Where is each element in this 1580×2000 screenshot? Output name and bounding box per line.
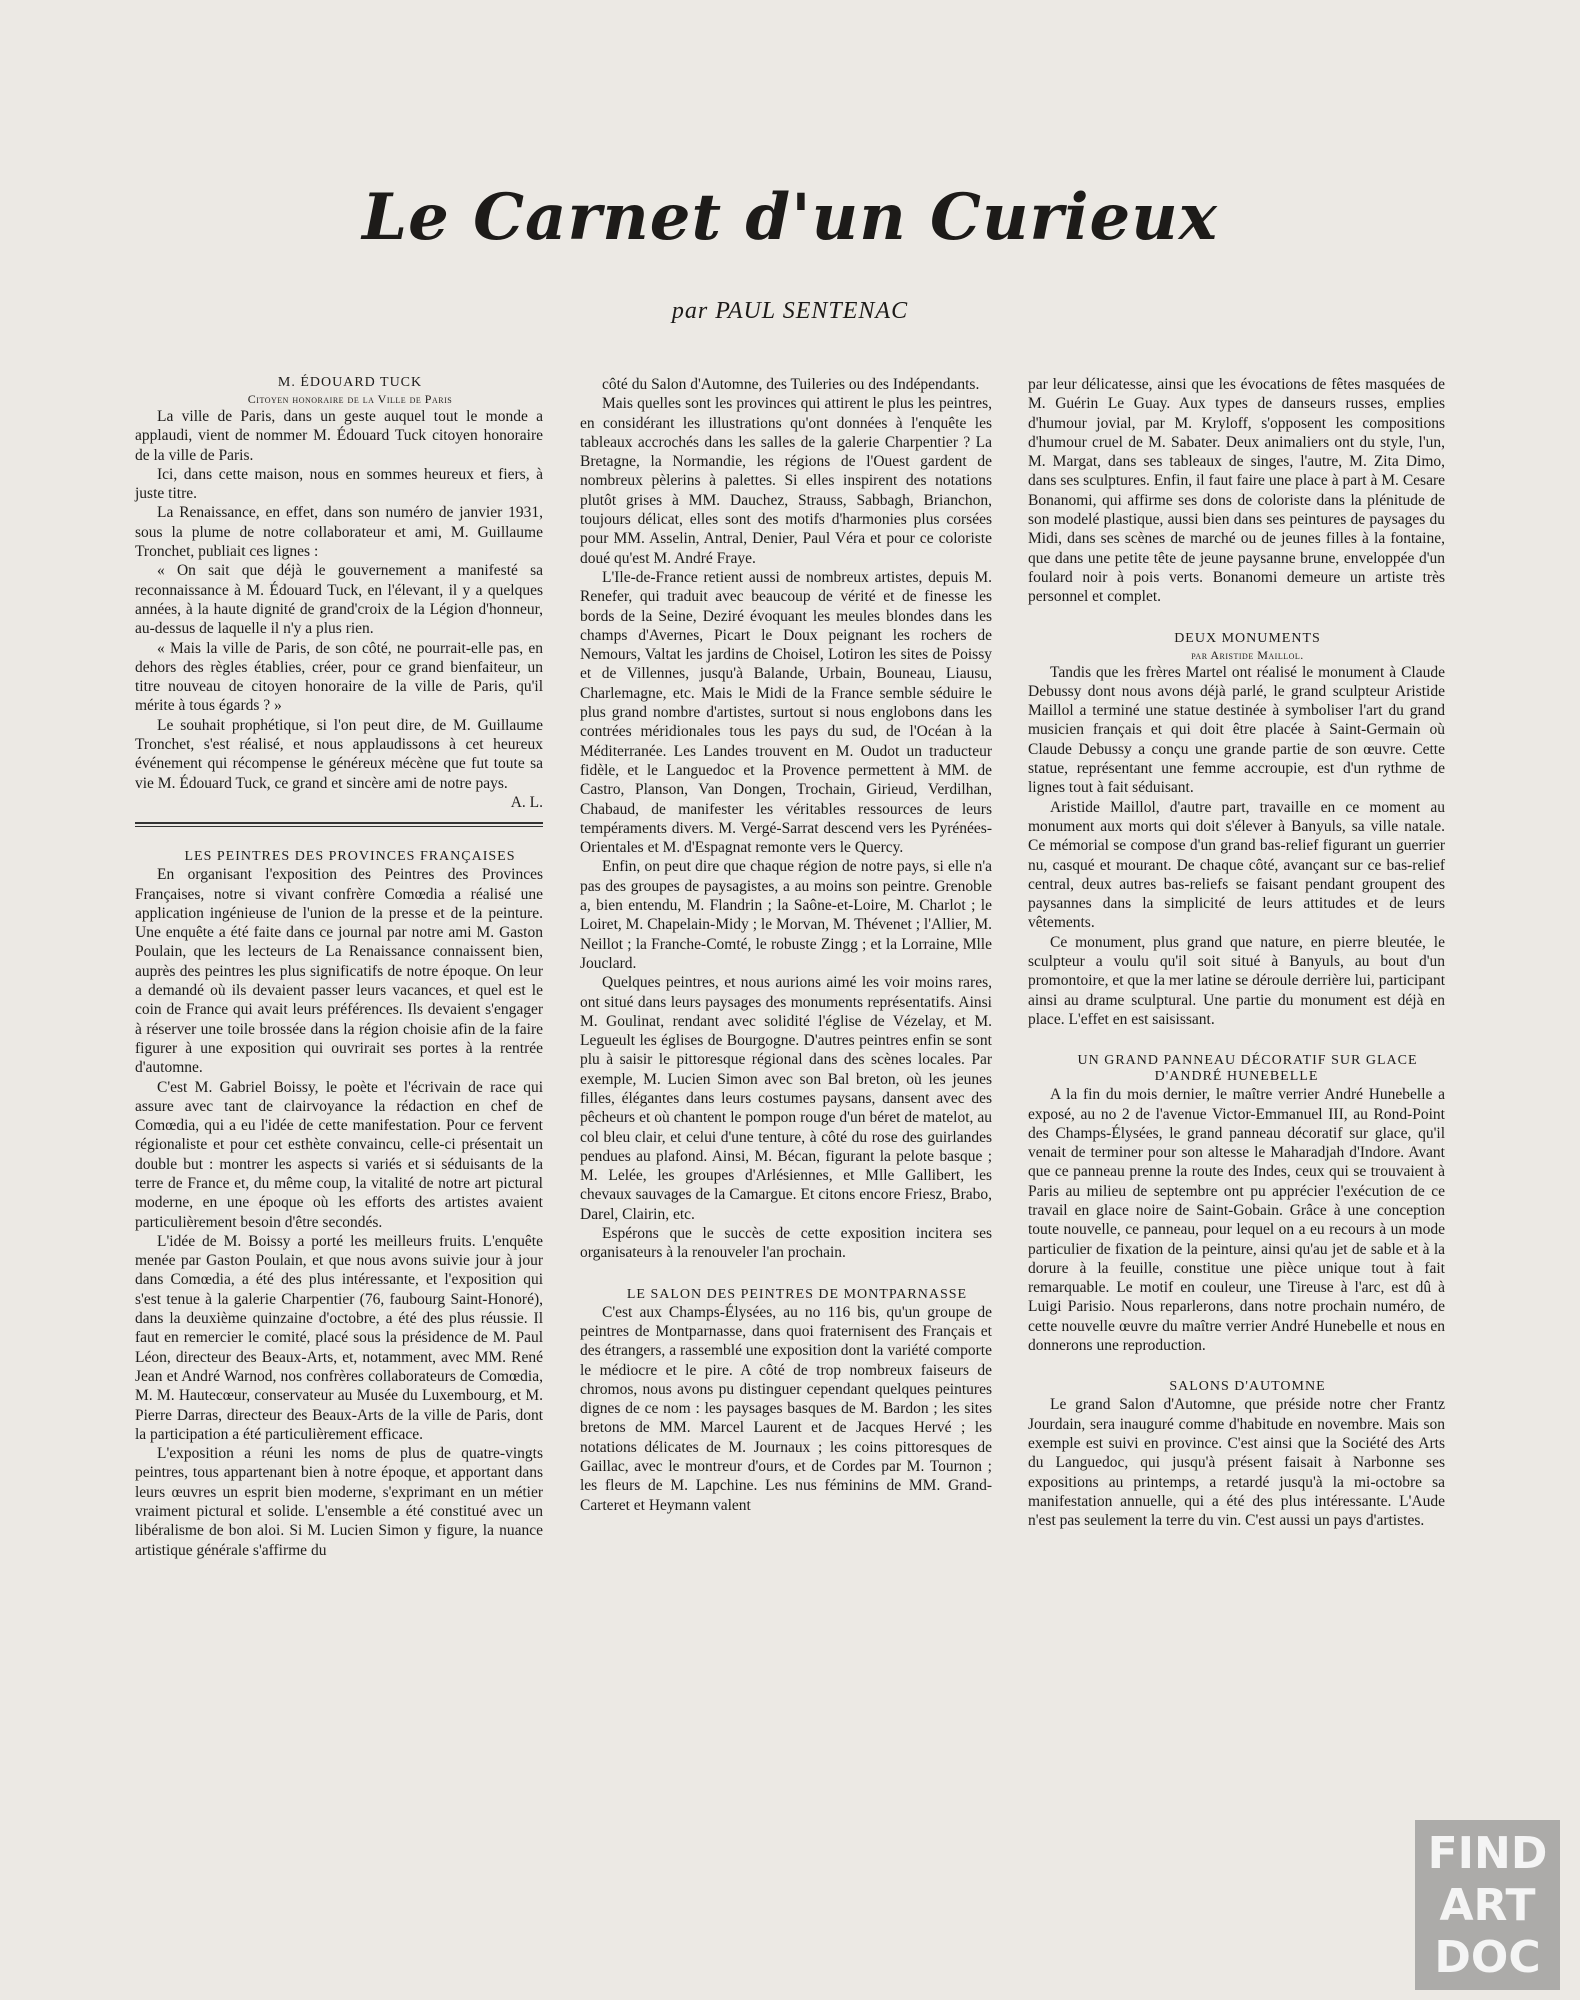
column-2 [580, 375, 992, 1515]
section-subheading-tuck: Citoyen honoraire de la Ville de Paris [247, 392, 453, 406]
column-1 [135, 375, 543, 1560]
paragraph: Ici, dans cette maison, nous en sommes heureux et fiers, à juste titre. [135, 465, 543, 503]
section-body-maillol [1028, 663, 1445, 1030]
paragraph: Le grand Salon d'Automne, que préside notre cher Frantz Jourdain, sera inauguré comme d'habitude en novembre. Mais son exemple est suivi en province. C'est ainsi que la Société des Arts du Languedoc, qui jusqu'à présent faisait à Narbonne ses expositions au printemps, a retardé jusqu'à la mi-octobre sa manifestation annuelle, qui a été des plus intéressante. L'Aude n'est pas seulement la terre du vin. C'est aussi un pays d'artistes. [1028, 1396, 1445, 1530]
paragraph: Quelques peintres, et nous aurions aimé les voir moins rares, ont situé dans leurs paysages des monuments représentatifs. Ainsi M. Goulinat, rendant avec solidité l'église de Vézelay, et M. Legueult les églises de Bourgogne. D'autres peintres enfin se sont plu à saisir le pittoresque régional dans des scènes locales. Par exemple, M. Lucien Simon avec son Bal breton, où les jeunes filles, élégantes dans leurs costumes paysans, dansent avec des pêcheurs et où chantent le pompon rouge d'un béret de matelot, au col bleu clair, et celui d'une tenture, à côté du rose des guirlandes pendues au plafond. Ainsi, M. Bécan, figurant la pelote basque ; M. Lelée, les groupes d'Arlésiennes, et Mlle Gallibert, les chevaux sauvages de la Camargue. Et citons encore Friesz, Brabo, Darel, Clairin, etc. [580, 974, 992, 1223]
paragraph: Espérons que le succès de cette exposition incitera ses organisateurs à la renouveler l'an prochain. [580, 1225, 992, 1262]
paragraph: Aristide Maillol, d'autre part, travaille en ce moment au monument aux morts qui doit s'élever à Banyuls, sa ville natale. Ce mémorial se compose d'un grand bas-relief figurant un guerrier nu, casqué et mourant. De chaque côté, avançant sur ce bas-relief central, deux autres bas-reliefs se faisant pendant groupent des paysannes dans la simplicité de leurs attitudes et de leurs vêtements. [1028, 798, 1445, 932]
section-heading-tuck: M. ÉDOUARD TUCK Citoyen honoraire de la Ville de Paris [135, 375, 543, 407]
paragraph: La Renaissance, en effet, dans son numéro de janvier 1931, sous la plume de notre collaborateur et ami, M. Guillaume Tronchet, publiait ces lignes : [135, 504, 543, 561]
section-body-automne [1028, 1395, 1445, 1530]
paragraph: C'est M. Gabriel Boissy, le poète et l'écrivain de race qui assure avec tant de clairvoyance la rédaction en chef de Comœdia, qui a eu l'idée de cette manifestation. Pour ce fervent régionaliste et pour cet esthète convaincu, celle-ci présentait un double but : montrer les aspects si variés et si séduisants de la terre de France et, du même coup, la vitalité de notre art pictural moderne, en une époque où les efforts des artistes avaient particulièrement besoin d'être secondés. [135, 1078, 543, 1231]
paragraph: L'idée de M. Boissy a porté les meilleurs fruits. L'enquête menée par Gaston Poulain, et que nous avons suivie jour à jour dans Comœdia, a été des plus intéressante, et l'exposition qui s'est tenue à la galerie Charpentier (76, faubourg Saint-Honoré), dans la deuxième quinzaine d'octobre, a été des plus réussie. Il faut en remercier le comité, placé sous la présidence de M. Paul Léon, directeur des Beaux-Arts, et, notamment, avec MM. René Jean et André Warnod, nos confrères collaborateurs de Comœdia, M. M. Hautecœur, conservateur au Musée du Luxembourg, et M. Pierre Darras, directeur des Beaux-Arts de la ville de Paris, dont la participation a été particulièrement efficace. [135, 1232, 543, 1443]
section-heading-montparnasse: LE SALON DES PEINTRES DE MONTPARNASSE [626, 1286, 968, 1302]
section-body-montparnasse [580, 1303, 992, 1515]
section-body-provinces [135, 865, 543, 1560]
section-body-montparnasse-continued [1028, 375, 1445, 607]
section-body-provinces-continued [580, 375, 992, 1263]
section-subheading-maillol: par Aristide Maillol. [1191, 647, 1304, 662]
byline: par PAUL SENTENAC [671, 298, 909, 324]
section-heading-provinces: LES PEINTRES DES PROVINCES FRANÇAISES [184, 849, 516, 865]
section-heading-automne: SALONS D'AUTOMNE [1169, 1379, 1326, 1395]
paragraph: C'est aux Champs-Élysées, au no 116 bis, qu'un groupe de peintres de Montparnasse, dans quoi fraternisent des Français et des étrangers, a rassemblé une exposition dont la variété comporte le médiocre et le pire. A côté de trop nombreux faiseurs de chromos, nous avons pu distinguer cependant quelques peintures dignes de ce nom : les paysages basques de M. Bardon ; les sites bretons de MM. Marcel Laurent et de Jacques Hervé ; les notations délicates de M. Journaux ; les coins pittoresques de Gaillac, avec le montreur d'ours, et de Cordes par M. Tournon ; les fleurs de M. Lapchine. Les nus féminins de MM. Grand-Carteret et Heymann valent [580, 1303, 992, 1514]
paragraph: L'Ile-de-France retient aussi de nombreux artistes, depuis M. Renefer, qui traduit avec beaucoup de vérité et de finesse les bords de la Seine, Deziré évoquant les meules blondes dans les champs d'Avernes, Picart le Doux peignant les rochers de Nemours, Valtat les jardins de Choisel, Lotiron les sites de Poissy et de Villennes, jusqu'à Balande, Urbain, Bouneau, Liausu, Charlemagne, etc. Mais le Midi de la France semble séduire le plus grand nombre d'artistes, surtout si nous englobons dans les contrées méridionales tous les pays du sud, de l'Océan à la Méditerranée. Les Landes trouvent en M. Oudot un traducteur fidèle, et le Languedoc et la Provence permettent à MM. de Castro, Planson, Van Dongen, Trochain, Girieud, Verdilhan, Chabaud, de manifester les véritables ressources de leurs tempéraments divers. M. Vergé-Sarrat descend vers les Pyrénées-Orientales et M. d'Espagnat remonte vers le Quercy. [580, 568, 992, 857]
paragraph: A la fin du mois dernier, le maître verrier André Hunebelle a exposé, au no 2 de l'avenue Victor-Emmanuel III, au Rond-Point des Champs-Élysées, le grand panneau décoratif sur glace, qu'il venait de terminer pour son altesse le Maharadjah d'Indore. Avant que ce panneau prenne la route des Indes, ceux qui se trouvaient à Paris au milieu de septembre ont pu apprécier l'exécution de ce travail en glace noire de Saint-Gobain. Grâce à une conception toute nouvelle, ce panneau, pour lequel on a eu recours à un mode particulier de fixation de la peinture, ainsi qu'au jet de sable et à la dorure à la feuille, constitue une pièce unique tout à fait remarquable. Le motif en couleur, une Tireuse à l'arc, est dû à Luigi Parisio. Nous reparlerons, dans notre prochain numéro, de cette nouvelle œuvre du maître verrier André Hunebelle et nous en donnerons une reproduction. [1028, 1086, 1445, 1355]
paragraph: La ville de Paris, dans un geste auquel tout le monde a applaudi, vient de nommer M. Édouard Tuck citoyen honoraire de la ville de Paris. [135, 408, 543, 464]
paragraph: En organisant l'exposition des Peintres des Provinces Françaises, notre si vivant confrère Comœdia a réalisé une application ingénieuse de l'union de la presse et de la peinture. Une enquête a été faite dans ce journal par notre ami M. Gaston Poulain, que les lecteurs de La Renaissance connaissent bien, auprès des peintres les plus significatifs de notre époque. On leur a demandé où ils devaient passer leurs vacances, et quel est le coin de France qui avait leurs préférences. Ils devaient s'engager à réserver une toile brossée dans la région choisie afin de la faire figurer à une exposition qui ouvrirait ses portes à la rentrée d'automne. [135, 866, 543, 1077]
paragraph: L'exposition a réuni les noms de plus de quatre-vingts peintres, tous appartenant bien à notre époque, et apportant dans leurs œuvres un esprit bien moderne, s'exprimant en un métier vraiment pictural et solide. L'ensemble a été constitué avec un libéralisme de bon aloi. Si M. Lucien Simon y figure, la nuance artistique générale s'affirme du [135, 1445, 543, 1559]
section-heading-hunebelle: UN GRAND PANNEAU DÉCORATIF SUR GLACE D'ANDRÉ HUNEBELLE [1077, 1053, 1418, 1085]
paragraph: Tandis que les frères Martel ont réalisé le monument à Claude Debussy dont nous avons déjà parlé, le grand sculpteur Aristide Maillol a terminé une statue destinée à symboliser l'art du grand musicien français et qui doit être placée à Saint-Germain où Claude Debussy a conçu une grande partie de son œuvre. Cette statue, représentant une femme accroupie, est d'un rythme de lignes tout à fait séduisant. [1028, 663, 1445, 797]
watermark-logo: FIND ART DOC [1415, 1820, 1560, 1990]
paragraph: Le souhait prophétique, si l'on peut dire, de M. Guillaume Tronchet, s'est réalisé, et nous applaudissons à cet heureux événement qui récompense le généreux mécène que fut toute sa vie M. Édouard Tuck, ce grand et sincère ami de notre pays. [135, 716, 543, 792]
section-body-tuck [135, 407, 543, 793]
paragraph: Mais quelles sont les provinces qui attirent le plus les peintres, en considérant les illustrations qu'ont données à l'enquête les tableaux accrochés dans les salles de la galerie Charpentier ? La Bretagne, la Normandie, les régions de l'Ouest gardent de nombreux pèlerins à palettes. Si elles inspirent des notations plutôt grises à MM. Dauchez, Strauss, Sabbagh, Brianchon, toujours délicat, elles sont des motifs d'harmonies plus corsées pour MM. Asselin, Antral, Denier, Paul Véra et pour ce coloriste doué qu'est M. André Fraye. [580, 395, 992, 567]
page-title: Le Carnet d'un Curieux [362, 180, 1218, 255]
paragraph: Ce monument, plus grand que nature, en pierre bleutée, le sculpteur a voulu qu'il soit situé à Banyuls, au bout d'un promontoire, et que la mer latine se déroule derrière lui, participant ainsi au drame sculptural. Une partie du monument est déjà en place. L'effet en est saisissant. [1028, 933, 1445, 1028]
paragraph: « Mais la ville de Paris, de son côté, ne pourrait-elle pas, en dehors des règles établies, créer, pour ce grand bienfaiteur, un titre nouveau de citoyen honoraire de la ville de Paris, qu'il mérite à tous égards ? » [135, 639, 543, 715]
paragraph: côté du Salon d'Automne, des Tuileries ou des Indépendants. [602, 376, 980, 393]
signature: A. L. [510, 793, 543, 811]
section-heading-maillol: DEUX MONUMENTS par Aristide Maillol. [1028, 631, 1445, 663]
paragraph: par leur délicatesse, ainsi que les évocations de fêtes masquées de M. Guérin Le Guay. Aux types de danseurs russes, emplies d'humour jovial, par M. Kryloff, s'opposent les compositions d'humour cruel de M. Sabater. Deux animaliers ont du style, l'un, M. Margat, dans ses tableaux de singes, l'autre, M. Zita Dimo, dans ses sculptures. Enfin, il faut faire une place à part à M. Cesare Bonanomi, qui affirme ses dons de coloriste dans la plénitude de son modelé plastique, aussi bien dans ses peintures de paysages du Midi, dans ses scènes de marché ou de jeunes filles à la fontaine, que dans une petite tête de jeune paysanne brune, enveloppée d'un foulard noir à pois verts. Bonanomi demeure un artiste très personnel et complet. [1028, 376, 1445, 606]
section-body-hunebelle [1028, 1085, 1445, 1355]
column-3 [1028, 375, 1445, 1530]
paragraph: « On sait que déjà le gouvernement a manifesté sa reconnaissance à M. Édouard Tuck, en l'élevant, il y a quelques années, à la haute dignité de grand'croix de la Légion d'honneur, au-dessus de laquelle il n'y a plus rien. [135, 562, 543, 638]
paragraph: Enfin, on peut dire que chaque région de notre pays, si elle n'a pas des groupes de paysagistes, a au moins son peintre. Grenoble a, bien entendu, M. Flandrin ; la Saône-et-Loire, M. Charlot ; le Loiret, M. Chapelain-Midy ; le Morvan, M. Thévenet ; l'Allier, M. Neillot ; la Franche-Comté, le robuste Zingg ; et la Lorraine, Mlle Jouclard. [580, 858, 992, 972]
section-divider [135, 822, 543, 827]
